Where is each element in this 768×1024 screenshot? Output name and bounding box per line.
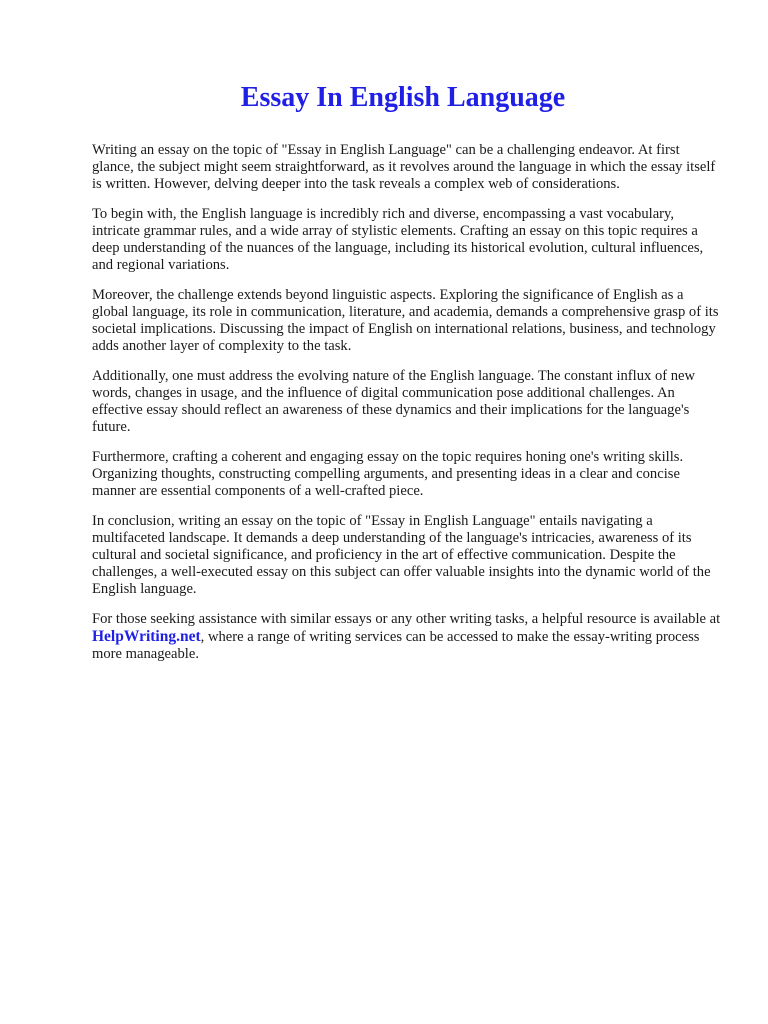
resource-text-after: , where a range of writing services can be accessed to make the essay-writing process more manageable. xyxy=(92,629,700,662)
resource-text-before: For those seeking assistance with similar essays or any other writing tasks, a helpful resource is available at xyxy=(92,611,721,627)
paragraph-evolving-nature: Additionally, one must address the evolving nature of the English language. The constant influx of new words, changes in usage, and the influence of digital communication pose additional challenges. An effective essay should reflect an awareness of these dynamics and their implications for the language's future. xyxy=(92,368,696,435)
paragraph-writing-skills: Furthermore, crafting a coherent and engaging essay on the topic requires honing one's writing skills. Organizing thoughts, constructing compelling arguments, and presenting ideas in a clear and concise manner are essential components of a well-crafted piece. xyxy=(92,449,684,499)
paragraph-intro: Writing an essay on the topic of "Essay in English Language" can be a challenging endeavor. At first glance, the subject might seem straightforward, as it revolves around the language in which the essay itself is written. However, delving deeper into the task reveals a complex web of considerations. xyxy=(92,142,716,192)
paragraph-global-significance: Moreover, the challenge extends beyond linguistic aspects. Exploring the significance of English as a global language, its role in communication, literature, and academia, demands a comprehensive grasp of its societal implications. Discussing the impact of English on international relations, business, and technology adds another layer of complexity to the task. xyxy=(92,287,719,354)
helpwriting-link[interactable]: HelpWriting.net xyxy=(92,628,201,645)
paragraph-conclusion: In conclusion, writing an essay on the topic of "Essay in English Language" entails navigating a multifaceted landscape. It demands a deep understanding of the language's intricacies, awareness of its cultural and societal significance, and proficiency in the art of effective communication. Despite the challenges, a well-executed essay on this subject can offer valuable insights into the dynamic world of the English language. xyxy=(92,513,711,597)
page-title: Essay In English Language xyxy=(240,82,566,113)
paragraph-richness: To begin with, the English language is incredibly rich and diverse, encompassing a vast vocabulary, intricate grammar rules, and a wide array of stylistic elements. Crafting an essay on this topic requires a deep understanding of the nuances of the language, including its historical evolution, cultural influences, and regional variations. xyxy=(92,206,704,273)
paragraph-resource xyxy=(92,611,722,663)
